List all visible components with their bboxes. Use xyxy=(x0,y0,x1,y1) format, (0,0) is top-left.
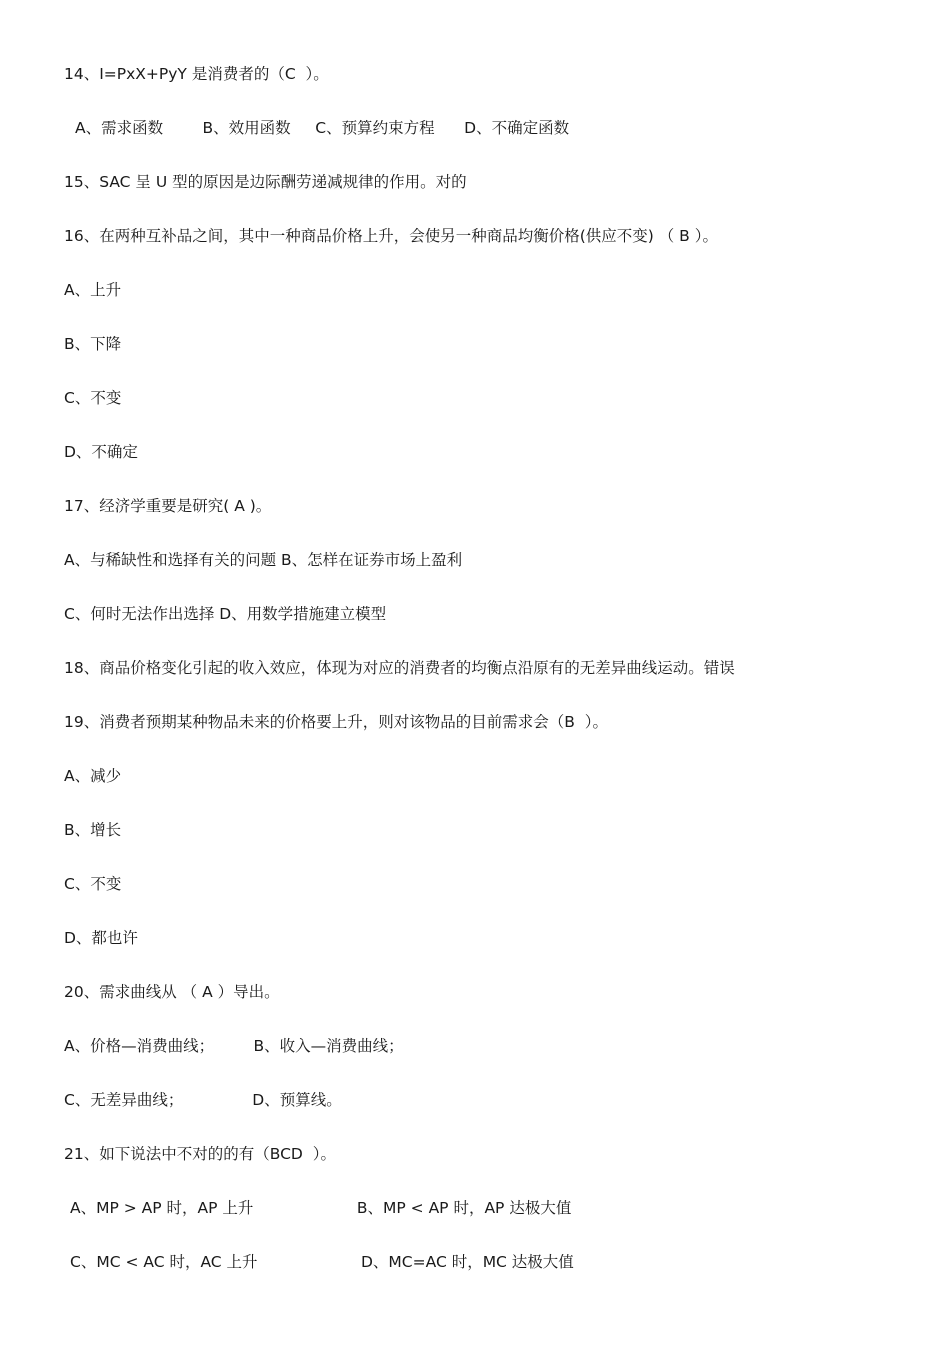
question-14: 14、I=PxX+PyY 是消费者的（C ）。 xyxy=(64,65,329,83)
question-17-options-ab: A、与稀缺性和选择有关的问题 B、怎样在证券市场上盈利 xyxy=(64,551,463,569)
question-16-option-a: A、上升 xyxy=(64,281,122,299)
question-21: 21、如下说法中不对的的有（BCD ）。 xyxy=(64,1145,336,1163)
question-19-option-c: C、不变 xyxy=(64,875,122,893)
question-19-option-d: D、都也许 xyxy=(64,929,138,947)
question-20-options-ab: A、价格—消费曲线； B、收入—消费曲线； xyxy=(64,1037,404,1055)
question-16-option-c: C、不变 xyxy=(64,389,122,407)
question-20: 20、需求曲线从 （ A ）导出。 xyxy=(64,983,280,1001)
question-19-option-a: A、减少 xyxy=(64,767,122,785)
question-18: 18、商品价格变化引起的收入效应，体现为对应的消费者的均衡点沿原有的无差异曲线运动。错误 xyxy=(64,659,735,677)
question-19: 19、消费者预期某种物品未来的价格要上升，则对该物品的目前需求会（B ）。 xyxy=(64,713,608,731)
question-17: 17、经济学重要是研究( A )。 xyxy=(64,497,272,515)
question-21-options-ab: A、MP > AP 时，AP 上升 B、MP < AP 时，AP 达极大值 xyxy=(70,1199,572,1217)
question-20-options-cd: C、无差异曲线； D、预算线。 xyxy=(64,1091,342,1109)
question-15: 15、SAC 呈 U 型的原因是边际酬劳递减规律的作用。对的 xyxy=(64,173,467,191)
question-17-options-cd: C、何时无法作出选择 D、用数学措施建立模型 xyxy=(64,605,387,623)
question-16: 16、在两种互补品之间，其中一种商品价格上升，会使另一种商品均衡价格(供应不变) （ B ）。 xyxy=(64,227,718,245)
question-16-option-b: B、下降 xyxy=(64,335,122,353)
question-21-options-cd: C、MC < AC 时，AC 上升 D、MC=AC 时，MC 达极大值 xyxy=(70,1253,574,1271)
question-16-option-d: D、不确定 xyxy=(64,443,138,461)
question-19-option-b: B、增长 xyxy=(64,821,122,839)
question-14-options: A、需求函数 B、效用函数 C、预算约束方程 D、不确定函数 xyxy=(75,119,570,137)
